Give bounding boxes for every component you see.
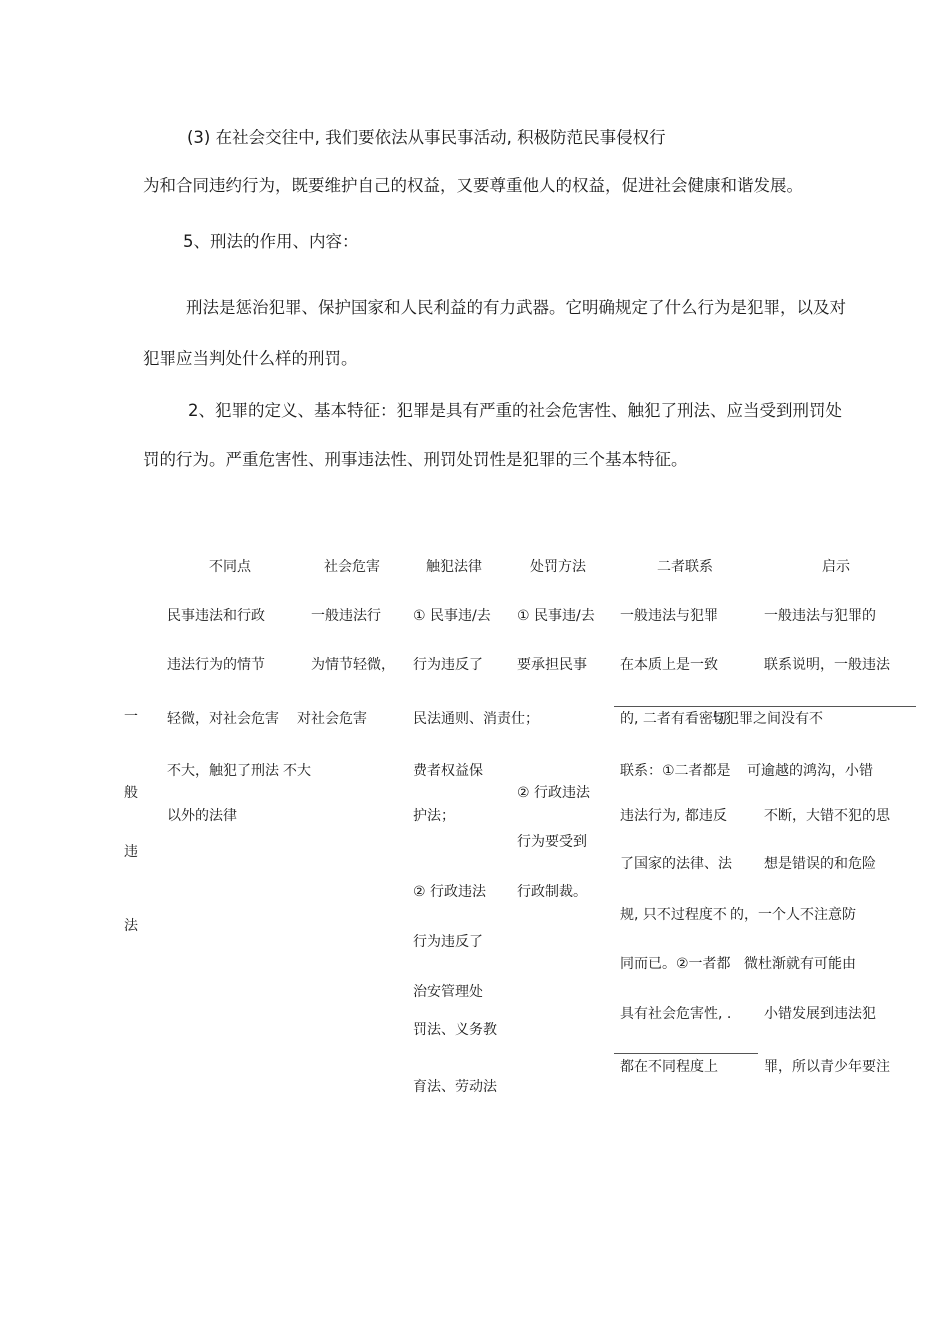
harm-line-3: 对社会危害	[297, 711, 367, 727]
relation-line-5: 违法行为, 都违反	[620, 808, 727, 824]
relation-divider-top	[614, 706, 916, 707]
relation-line-4: 联系：①二者都是	[620, 763, 731, 779]
crime-definition-line-2: 罚的行为。严重危害性、刑事违法性、刑罚处罚性是犯罪的三个基本特征。	[143, 450, 688, 469]
relation-divider-bottom	[614, 1053, 758, 1054]
criminal-law-paragraph-line-1: 刑法是惩治犯罪、保护国家和人民利益的有力武器。它明确规定了什么行为是犯罪，以及对	[186, 298, 846, 317]
law-line-4: 费者权益保	[413, 763, 483, 779]
insight-line-1: 一般违法与犯罪的	[764, 608, 876, 624]
punish-line-5: 行政制裁。	[517, 884, 587, 900]
row-label-char-4: 法	[124, 918, 138, 934]
relation-line-1: 一般违法与犯罪	[620, 608, 718, 624]
harm-line-2: 为情节轻微，	[311, 657, 395, 673]
punish-line-4: 行为要受到	[517, 834, 587, 850]
header-difference: 不同点	[209, 559, 251, 575]
insight-line-8: 微杜渐就有可能由	[744, 956, 856, 972]
row-label-char-3: 违	[124, 844, 138, 860]
header-insight: 启示	[822, 559, 850, 575]
criminal-law-paragraph-line-2: 犯罪应当判处什么样的刑罚。	[143, 349, 358, 368]
paragraph-3-line-1: (3) 在社会交往中, 我们要依法从事民事活动, 积极防范民事侵权行	[187, 128, 666, 147]
law-line-10: 育法、劳动法	[413, 1079, 497, 1095]
insight-line-5: 不断，大错不犯的思	[764, 808, 890, 824]
insight-line-7: 的，一个人不注意防	[730, 907, 856, 923]
header-punishment: 处罚方法	[530, 559, 586, 575]
law-line-2: 行为违反了	[413, 657, 483, 673]
relation-line-3: 的, 二者有看密切	[620, 711, 727, 727]
difference-line-5: 以外的法律	[167, 808, 237, 824]
header-law-violated: 触犯法律	[426, 559, 482, 575]
header-social-harm: 社会危害	[324, 559, 380, 575]
law-line-3b: 责仕；	[497, 711, 539, 727]
relation-line-7: 规, 只不过程度不	[620, 907, 727, 923]
insight-line-9: 小错发展到违法犯	[764, 1006, 876, 1022]
relation-line-9: 具有社会危害性, .	[620, 1006, 732, 1022]
difference-line-3: 轻微，对社会危害	[167, 711, 279, 727]
insight-line-6: 想是错误的和危险	[764, 856, 876, 872]
paragraph-3-line-2: 为和合同违约行为，既要维护自己的权益，又要尊重他人的权益，促进社会健康和谐发展。	[143, 176, 803, 195]
law-line-8: 治安管理处	[413, 984, 483, 1000]
punish-line-1: ① 民事违/去	[517, 608, 595, 624]
relation-line-10: 都在不同程度上	[620, 1059, 718, 1075]
harm-line-4: 不大	[283, 763, 311, 779]
section-heading-criminal-law: 5、刑法的作用、内容：	[183, 232, 359, 251]
difference-line-1: 民事违法和行政	[167, 608, 265, 624]
law-line-1: ① 民事违/去	[413, 608, 491, 624]
row-label-char-2: 般	[124, 785, 138, 801]
law-line-9: 罚法、义务教	[413, 1022, 497, 1038]
insight-line-4: 可逾越的鸿沟，小错	[747, 763, 873, 779]
punish-line-2: 要承担民事	[517, 657, 587, 673]
law-line-7: 行为违反了	[413, 934, 483, 950]
header-relation: 二者联系	[657, 559, 713, 575]
difference-line-4: 不大，触犯了刑法	[167, 763, 279, 779]
harm-line-1: 一般违法行	[311, 608, 381, 624]
insight-line-10: 罪，所以青少年要注	[764, 1059, 890, 1075]
relation-line-2: 在本质上是一致	[620, 657, 718, 673]
insight-line-3: 与犯罪之间没有不	[711, 711, 823, 727]
punish-line-3: ② 行政违法	[517, 785, 591, 801]
difference-line-2: 违法行为的情节	[167, 657, 265, 673]
insight-line-2: 联系说明，一般违法	[764, 657, 890, 673]
law-line-3a: 民法通则、消	[413, 711, 497, 727]
relation-line-8: 同而已。②一者都	[620, 956, 731, 972]
relation-line-6: 了国家的法律、法	[620, 856, 732, 872]
law-line-5: 护法；	[413, 808, 455, 824]
row-label-char-1: 一	[124, 709, 138, 725]
law-line-3	[413, 708, 539, 728]
law-line-6: ② 行政违法	[413, 884, 487, 900]
crime-definition-line-1: 2、犯罪的定义、基本特征：犯罪是具有严重的社会危害性、触犯了刑法、应当受到刑罚处	[188, 401, 842, 420]
